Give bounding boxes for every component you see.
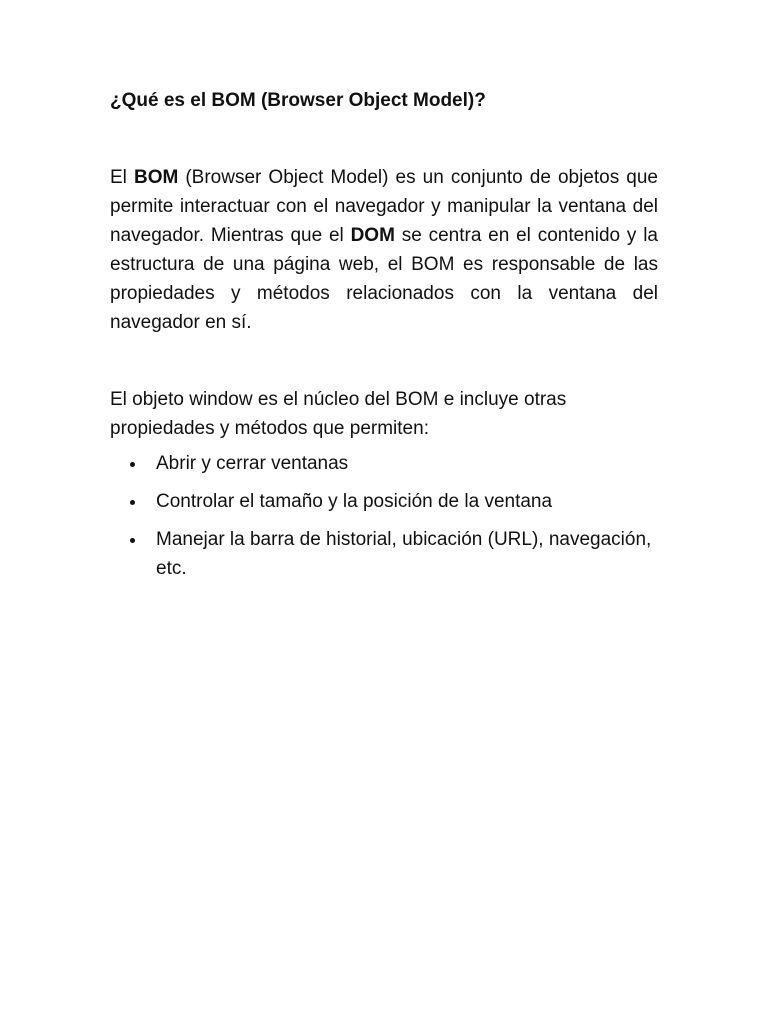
bullet-dot-icon	[130, 538, 135, 543]
list-item-text: Controlar el tamaño y la posición de la ventana	[156, 491, 553, 512]
list-item-text: Manejar la barra de historial, ubicación (URL), navegación, etc.	[156, 529, 652, 579]
document-page	[110, 86, 658, 592]
bold-term-bom: BOM	[133, 167, 179, 188]
bold-term-dom: DOM	[350, 225, 395, 246]
paragraph-window-object: El objeto window es el núcleo del BOM e incluye otras propiedades y métodos que permiten:	[110, 389, 567, 439]
bullet-dot-icon	[130, 462, 135, 467]
paragraph-text: se centra en el contenido y la estructura de una página web, el BOM es responsable de las propiedades y métodos relacionados con la ventana del navegador en sí.	[110, 225, 658, 333]
paragraph-text: (Browser Object Model) es un conjunto de objetos que permite interactuar con el navegador y manipular la ventana del navegador. Mientras que el	[110, 167, 658, 246]
list-item	[110, 487, 658, 516]
list-item	[110, 525, 658, 583]
list-item	[110, 449, 658, 478]
bullet-dot-icon	[130, 500, 135, 505]
bullet-list	[110, 449, 658, 583]
paragraph-bom-definition	[110, 163, 658, 337]
list-item-text: Abrir y cerrar ventanas	[156, 453, 349, 474]
paragraph-text: El	[110, 167, 134, 188]
document-title: ¿Qué es el BOM (Browser Object Model)?	[110, 90, 486, 111]
